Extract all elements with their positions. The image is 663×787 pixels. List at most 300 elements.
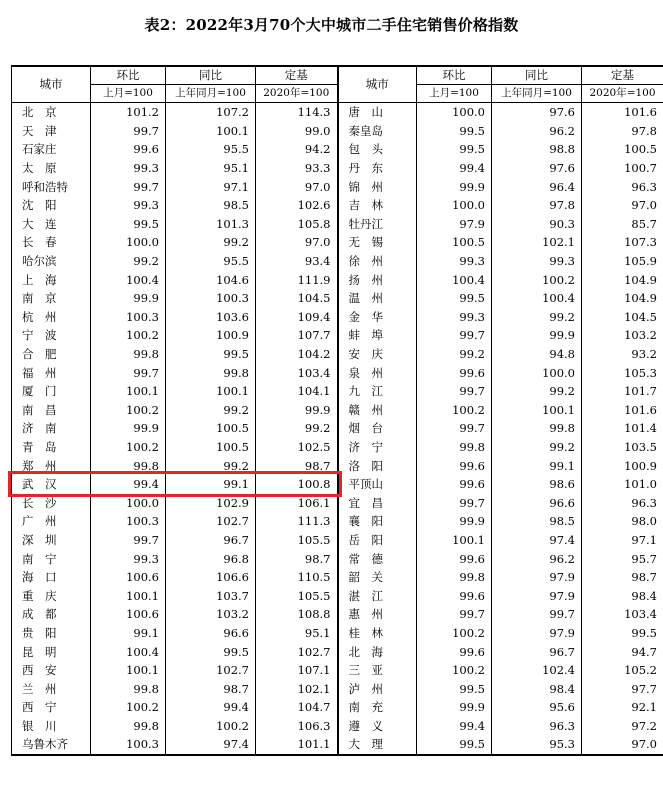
mom-index-cell: 99.9 — [417, 177, 492, 196]
yoy-index-cell: 99.2 — [166, 233, 256, 252]
fixed-index-cell: 107.7 — [256, 326, 338, 345]
city-name-cell: 岳 阳 — [338, 531, 417, 550]
fixed-index-cell: 104.9 — [582, 270, 663, 289]
yoy-index-cell: 99.3 — [492, 252, 582, 271]
mom-index-cell: 100.6 — [91, 568, 166, 587]
city-name-cell: 无 锡 — [338, 233, 417, 252]
yoy-index-cell: 94.8 — [492, 345, 582, 364]
yoy-index-cell: 98.5 — [166, 196, 256, 215]
mom-index-cell: 100.0 — [417, 103, 492, 122]
mom-index-cell: 99.4 — [91, 475, 166, 494]
header-mom-base: 上月=100 — [417, 85, 492, 103]
city-name-cell: 广 州 — [12, 512, 91, 531]
table-row — [12, 382, 663, 401]
fixed-index-cell: 85.7 — [582, 215, 663, 234]
city-name-cell: 泉 州 — [338, 363, 417, 382]
mom-index-cell: 99.3 — [417, 308, 492, 327]
header-mom: 环比 — [91, 66, 166, 85]
yoy-index-cell: 97.6 — [492, 103, 582, 122]
city-name-cell: 吉 林 — [338, 196, 417, 215]
fixed-index-cell: 101.4 — [582, 419, 663, 438]
header-fixed: 定基 — [256, 66, 338, 85]
mom-index-cell: 99.6 — [91, 140, 166, 159]
fixed-index-cell: 95.1 — [256, 624, 338, 643]
table-row — [12, 345, 663, 364]
fixed-index-cell: 97.7 — [582, 679, 663, 698]
yoy-index-cell: 107.2 — [166, 103, 256, 122]
city-name-cell: 金 华 — [338, 308, 417, 327]
fixed-index-cell: 100.5 — [582, 140, 663, 159]
city-name-cell: 南 昌 — [12, 401, 91, 420]
mom-index-cell: 99.3 — [91, 159, 166, 178]
fixed-index-cell: 103.5 — [582, 438, 663, 457]
header-yoy: 同比 — [492, 66, 582, 85]
fixed-index-cell: 96.3 — [582, 177, 663, 196]
mom-index-cell: 99.7 — [417, 419, 492, 438]
yoy-index-cell: 103.2 — [166, 605, 256, 624]
mom-index-cell: 97.9 — [417, 215, 492, 234]
fixed-index-cell: 97.2 — [582, 717, 663, 736]
table-row — [12, 717, 663, 736]
header-fixed: 定基 — [582, 66, 663, 85]
fixed-index-cell: 97.0 — [256, 177, 338, 196]
yoy-index-cell: 100.2 — [166, 717, 256, 736]
city-name-cell: 太 原 — [12, 159, 91, 178]
city-name-cell: 石家庄 — [12, 140, 91, 159]
city-name-cell: 南 宁 — [12, 549, 91, 568]
fixed-index-cell: 98.7 — [256, 549, 338, 568]
yoy-index-cell: 96.2 — [492, 549, 582, 568]
fixed-index-cell: 104.5 — [256, 289, 338, 308]
yoy-index-cell: 96.7 — [166, 531, 256, 550]
city-name-cell: 西 宁 — [12, 698, 91, 717]
yoy-index-cell: 98.8 — [492, 140, 582, 159]
fixed-index-cell: 97.0 — [582, 196, 663, 215]
yoy-index-cell: 101.3 — [166, 215, 256, 234]
mom-index-cell: 99.7 — [417, 493, 492, 512]
table-row — [12, 103, 663, 122]
city-name-cell: 北 海 — [338, 642, 417, 661]
table-row — [12, 419, 663, 438]
yoy-index-cell: 102.1 — [492, 233, 582, 252]
city-name-cell: 济 南 — [12, 419, 91, 438]
mom-index-cell: 100.1 — [91, 382, 166, 401]
mom-index-cell: 100.4 — [417, 270, 492, 289]
city-name-cell: 杭 州 — [12, 308, 91, 327]
mom-index-cell: 99.6 — [417, 456, 492, 475]
yoy-index-cell: 95.1 — [166, 159, 256, 178]
yoy-index-cell: 99.8 — [166, 363, 256, 382]
header-fixed-base: 2020年=100 — [582, 85, 663, 103]
page-title: 表2：2022年3月70个大中城市二手住宅销售价格指数 — [144, 16, 519, 34]
header-city: 城市 — [338, 66, 417, 103]
fixed-index-cell: 105.5 — [256, 531, 338, 550]
table-row — [12, 308, 663, 327]
mom-index-cell: 99.7 — [417, 382, 492, 401]
fixed-index-cell: 93.2 — [582, 345, 663, 364]
fixed-index-cell: 111.3 — [256, 512, 338, 531]
mom-index-cell: 99.7 — [417, 605, 492, 624]
table-row — [12, 215, 663, 234]
city-name-cell: 蚌 埠 — [338, 326, 417, 345]
mom-index-cell: 99.5 — [417, 140, 492, 159]
city-name-cell: 大 连 — [12, 215, 91, 234]
yoy-index-cell: 100.5 — [166, 438, 256, 457]
yoy-index-cell: 95.5 — [166, 252, 256, 271]
table-row — [12, 586, 663, 605]
yoy-index-cell: 99.7 — [492, 605, 582, 624]
table-row — [12, 531, 663, 550]
table-row — [12, 456, 663, 475]
fixed-index-cell: 98.7 — [256, 456, 338, 475]
table-row — [12, 122, 663, 141]
mom-index-cell: 100.0 — [91, 493, 166, 512]
header-mom: 环比 — [417, 66, 492, 85]
city-name-cell: 银 川 — [12, 717, 91, 736]
fixed-index-cell: 102.7 — [256, 642, 338, 661]
mom-index-cell: 100.1 — [91, 661, 166, 680]
table-row — [12, 512, 663, 531]
fixed-index-cell: 104.2 — [256, 345, 338, 364]
city-name-cell: 扬 州 — [338, 270, 417, 289]
city-name-cell: 包 头 — [338, 140, 417, 159]
fixed-index-cell: 101.1 — [256, 735, 338, 755]
city-name-cell: 武 汉 — [12, 475, 91, 494]
yoy-index-cell: 103.7 — [166, 586, 256, 605]
city-name-cell: 昆 明 — [12, 642, 91, 661]
mom-index-cell: 99.4 — [417, 159, 492, 178]
yoy-index-cell: 96.6 — [166, 624, 256, 643]
fixed-index-cell: 98.7 — [582, 568, 663, 587]
yoy-index-cell: 100.1 — [492, 401, 582, 420]
yoy-index-cell: 99.9 — [492, 326, 582, 345]
fixed-index-cell: 94.7 — [582, 642, 663, 661]
yoy-index-cell: 102.7 — [166, 661, 256, 680]
mom-index-cell: 99.7 — [91, 531, 166, 550]
fixed-index-cell: 111.9 — [256, 270, 338, 289]
city-name-cell: 九 江 — [338, 382, 417, 401]
mom-index-cell: 99.6 — [417, 642, 492, 661]
table-row — [12, 475, 663, 494]
city-name-cell: 贵 阳 — [12, 624, 91, 643]
mom-index-cell: 100.2 — [91, 438, 166, 457]
table-row — [12, 326, 663, 345]
fixed-index-cell: 101.0 — [582, 475, 663, 494]
table-row — [12, 624, 663, 643]
city-name-cell: 哈尔滨 — [12, 252, 91, 271]
mom-index-cell: 100.6 — [91, 605, 166, 624]
header-yoy: 同比 — [166, 66, 256, 85]
fixed-index-cell: 102.1 — [256, 679, 338, 698]
mom-index-cell: 99.7 — [91, 363, 166, 382]
city-name-cell: 湛 江 — [338, 586, 417, 605]
table-row — [12, 698, 663, 717]
city-name-cell: 赣 州 — [338, 401, 417, 420]
city-name-cell: 常 德 — [338, 549, 417, 568]
mom-index-cell: 99.5 — [417, 735, 492, 755]
mom-index-cell: 99.8 — [91, 717, 166, 736]
yoy-index-cell: 97.1 — [166, 177, 256, 196]
mom-index-cell: 100.5 — [417, 233, 492, 252]
yoy-index-cell: 96.7 — [492, 642, 582, 661]
fixed-index-cell: 101.6 — [582, 103, 663, 122]
fixed-index-cell: 100.7 — [582, 159, 663, 178]
yoy-index-cell: 106.6 — [166, 568, 256, 587]
city-name-cell: 大 理 — [338, 735, 417, 755]
yoy-index-cell: 96.4 — [492, 177, 582, 196]
yoy-index-cell: 97.9 — [492, 568, 582, 587]
mom-index-cell: 99.6 — [417, 475, 492, 494]
mom-index-cell: 99.8 — [417, 438, 492, 457]
city-name-cell: 沈 阳 — [12, 196, 91, 215]
city-name-cell: 安 庆 — [338, 345, 417, 364]
mom-index-cell: 99.3 — [417, 252, 492, 271]
city-name-cell: 乌鲁木齐 — [12, 735, 91, 755]
city-name-cell: 遵 义 — [338, 717, 417, 736]
mom-index-cell: 100.3 — [91, 512, 166, 531]
table-row — [12, 289, 663, 308]
city-name-cell: 兰 州 — [12, 679, 91, 698]
table-row — [12, 140, 663, 159]
city-name-cell: 襄 阳 — [338, 512, 417, 531]
city-name-cell: 烟 台 — [338, 419, 417, 438]
table-row — [12, 233, 663, 252]
mom-index-cell: 99.8 — [417, 568, 492, 587]
mom-index-cell: 99.9 — [417, 698, 492, 717]
fixed-index-cell: 97.1 — [582, 531, 663, 550]
fixed-index-cell: 101.6 — [582, 401, 663, 420]
city-name-cell: 泸 州 — [338, 679, 417, 698]
mom-index-cell: 99.7 — [91, 122, 166, 141]
table-body — [12, 103, 663, 755]
header-mom-base: 上月=100 — [91, 85, 166, 103]
yoy-index-cell: 97.4 — [166, 735, 256, 755]
yoy-index-cell: 99.5 — [166, 345, 256, 364]
fixed-index-cell: 93.4 — [256, 252, 338, 271]
yoy-index-cell: 96.8 — [166, 549, 256, 568]
fixed-index-cell: 105.2 — [582, 661, 663, 680]
yoy-index-cell: 100.4 — [492, 289, 582, 308]
mom-index-cell: 100.4 — [91, 642, 166, 661]
table-row — [12, 438, 663, 457]
city-name-cell: 长 沙 — [12, 493, 91, 512]
yoy-index-cell: 100.1 — [166, 382, 256, 401]
table-row — [12, 679, 663, 698]
yoy-index-cell: 97.6 — [492, 159, 582, 178]
mom-index-cell: 99.5 — [417, 289, 492, 308]
city-name-cell: 成 都 — [12, 605, 91, 624]
mom-index-cell: 100.2 — [417, 401, 492, 420]
mom-index-cell: 99.1 — [91, 624, 166, 643]
yoy-index-cell: 102.4 — [492, 661, 582, 680]
city-name-cell: 南 京 — [12, 289, 91, 308]
yoy-index-cell: 99.4 — [166, 698, 256, 717]
fixed-index-cell: 100.8 — [256, 475, 338, 494]
mom-index-cell: 99.2 — [417, 345, 492, 364]
fixed-index-cell: 103.4 — [582, 605, 663, 624]
city-name-cell: 平顶山 — [338, 475, 417, 494]
yoy-index-cell: 100.5 — [166, 419, 256, 438]
mom-index-cell: 99.8 — [91, 456, 166, 475]
fixed-index-cell: 102.6 — [256, 196, 338, 215]
fixed-index-cell: 99.9 — [256, 401, 338, 420]
city-name-cell: 北 京 — [12, 103, 91, 122]
mom-index-cell: 99.5 — [417, 122, 492, 141]
city-name-cell: 锦 州 — [338, 177, 417, 196]
fixed-index-cell: 107.3 — [582, 233, 663, 252]
yoy-index-cell: 98.5 — [492, 512, 582, 531]
mom-index-cell: 99.3 — [91, 196, 166, 215]
fixed-index-cell: 105.3 — [582, 363, 663, 382]
yoy-index-cell: 98.6 — [492, 475, 582, 494]
fixed-index-cell: 107.1 — [256, 661, 338, 680]
city-name-cell: 秦皇岛 — [338, 122, 417, 141]
city-name-cell: 温 州 — [338, 289, 417, 308]
fixed-index-cell: 96.3 — [582, 493, 663, 512]
fixed-index-cell: 109.4 — [256, 308, 338, 327]
yoy-index-cell: 100.1 — [166, 122, 256, 141]
yoy-index-cell: 97.9 — [492, 586, 582, 605]
fixed-index-cell: 99.2 — [256, 419, 338, 438]
header-city: 城市 — [12, 66, 91, 103]
fixed-index-cell: 97.8 — [582, 122, 663, 141]
yoy-index-cell: 97.8 — [492, 196, 582, 215]
yoy-index-cell: 100.0 — [492, 363, 582, 382]
mom-index-cell: 99.6 — [417, 363, 492, 382]
city-name-cell: 合 肥 — [12, 345, 91, 364]
city-name-cell: 天 津 — [12, 122, 91, 141]
fixed-index-cell: 104.1 — [256, 382, 338, 401]
yoy-index-cell: 102.7 — [166, 512, 256, 531]
yoy-index-cell: 95.3 — [492, 735, 582, 755]
fixed-index-cell: 102.5 — [256, 438, 338, 457]
city-name-cell: 宜 昌 — [338, 493, 417, 512]
yoy-index-cell: 95.5 — [166, 140, 256, 159]
mom-index-cell: 99.7 — [91, 177, 166, 196]
table-row — [12, 568, 663, 587]
table-row — [12, 401, 663, 420]
yoy-index-cell: 96.6 — [492, 493, 582, 512]
mom-index-cell: 100.1 — [91, 586, 166, 605]
yoy-index-cell: 103.6 — [166, 308, 256, 327]
fixed-index-cell: 104.7 — [256, 698, 338, 717]
mom-index-cell: 100.0 — [91, 233, 166, 252]
city-name-cell: 厦 门 — [12, 382, 91, 401]
city-name-cell: 南 充 — [338, 698, 417, 717]
fixed-index-cell: 103.4 — [256, 363, 338, 382]
city-name-cell: 深 圳 — [12, 531, 91, 550]
mom-index-cell: 100.0 — [417, 196, 492, 215]
table-row — [12, 196, 663, 215]
table-row — [12, 252, 663, 271]
mom-index-cell: 100.3 — [91, 735, 166, 755]
fixed-index-cell: 105.9 — [582, 252, 663, 271]
yoy-index-cell: 97.4 — [492, 531, 582, 550]
mom-index-cell: 99.5 — [417, 679, 492, 698]
fixed-index-cell: 100.9 — [582, 456, 663, 475]
fixed-index-cell: 98.0 — [582, 512, 663, 531]
yoy-index-cell: 99.2 — [492, 308, 582, 327]
fixed-index-cell: 92.1 — [582, 698, 663, 717]
table-row — [12, 177, 663, 196]
city-name-cell: 郑 州 — [12, 456, 91, 475]
fixed-index-cell: 93.3 — [256, 159, 338, 178]
mom-index-cell: 99.9 — [417, 512, 492, 531]
yoy-index-cell: 97.9 — [492, 624, 582, 643]
fixed-index-cell: 106.1 — [256, 493, 338, 512]
mom-index-cell: 100.2 — [91, 698, 166, 717]
table-row — [12, 661, 663, 680]
city-name-cell: 惠 州 — [338, 605, 417, 624]
fixed-index-cell: 98.4 — [582, 586, 663, 605]
fixed-index-cell: 105.5 — [256, 586, 338, 605]
city-name-cell: 徐 州 — [338, 252, 417, 271]
city-name-cell: 海 口 — [12, 568, 91, 587]
city-name-cell: 长 春 — [12, 233, 91, 252]
table-row — [12, 363, 663, 382]
yoy-index-cell: 96.2 — [492, 122, 582, 141]
fixed-index-cell: 99.5 — [582, 624, 663, 643]
yoy-index-cell: 99.1 — [492, 456, 582, 475]
fixed-index-cell: 97.0 — [256, 233, 338, 252]
yoy-index-cell: 99.2 — [492, 438, 582, 457]
fixed-index-cell: 101.7 — [582, 382, 663, 401]
mom-index-cell: 100.4 — [91, 270, 166, 289]
mom-index-cell: 100.2 — [417, 624, 492, 643]
mom-index-cell: 99.9 — [91, 289, 166, 308]
table-row — [12, 642, 663, 661]
mom-index-cell: 99.4 — [417, 717, 492, 736]
city-name-cell: 韶 关 — [338, 568, 417, 587]
fixed-index-cell: 108.8 — [256, 605, 338, 624]
mom-index-cell: 100.3 — [91, 308, 166, 327]
header-yoy-base: 上年同月=100 — [492, 85, 582, 103]
yoy-index-cell: 98.4 — [492, 679, 582, 698]
yoy-index-cell: 98.7 — [166, 679, 256, 698]
header-fixed-base: 2020年=100 — [256, 85, 338, 103]
city-name-cell: 西 安 — [12, 661, 91, 680]
mom-index-cell: 99.8 — [91, 345, 166, 364]
mom-index-cell: 99.2 — [91, 252, 166, 271]
table-row — [12, 605, 663, 624]
mom-index-cell: 99.5 — [91, 215, 166, 234]
header-yoy-base: 上年同月=100 — [166, 85, 256, 103]
yoy-index-cell: 95.6 — [492, 698, 582, 717]
city-name-cell: 丹 东 — [338, 159, 417, 178]
city-name-cell: 福 州 — [12, 363, 91, 382]
table-row — [12, 549, 663, 568]
yoy-index-cell: 104.6 — [166, 270, 256, 289]
yoy-index-cell: 99.2 — [166, 456, 256, 475]
fixed-index-cell: 99.0 — [256, 122, 338, 141]
city-name-cell: 呼和浩特 — [12, 177, 91, 196]
yoy-index-cell: 100.2 — [492, 270, 582, 289]
fixed-index-cell: 114.3 — [256, 103, 338, 122]
table-row — [12, 735, 663, 755]
table-row — [12, 159, 663, 178]
yoy-index-cell: 99.5 — [166, 642, 256, 661]
mom-index-cell: 99.9 — [91, 419, 166, 438]
fixed-index-cell: 97.0 — [582, 735, 663, 755]
city-name-cell: 洛 阳 — [338, 456, 417, 475]
fixed-index-cell: 104.5 — [582, 308, 663, 327]
table-row — [12, 493, 663, 512]
mom-index-cell: 100.1 — [417, 531, 492, 550]
mom-index-cell: 99.6 — [417, 549, 492, 568]
fixed-index-cell: 105.8 — [256, 215, 338, 234]
fixed-index-cell: 94.2 — [256, 140, 338, 159]
yoy-index-cell: 102.9 — [166, 493, 256, 512]
